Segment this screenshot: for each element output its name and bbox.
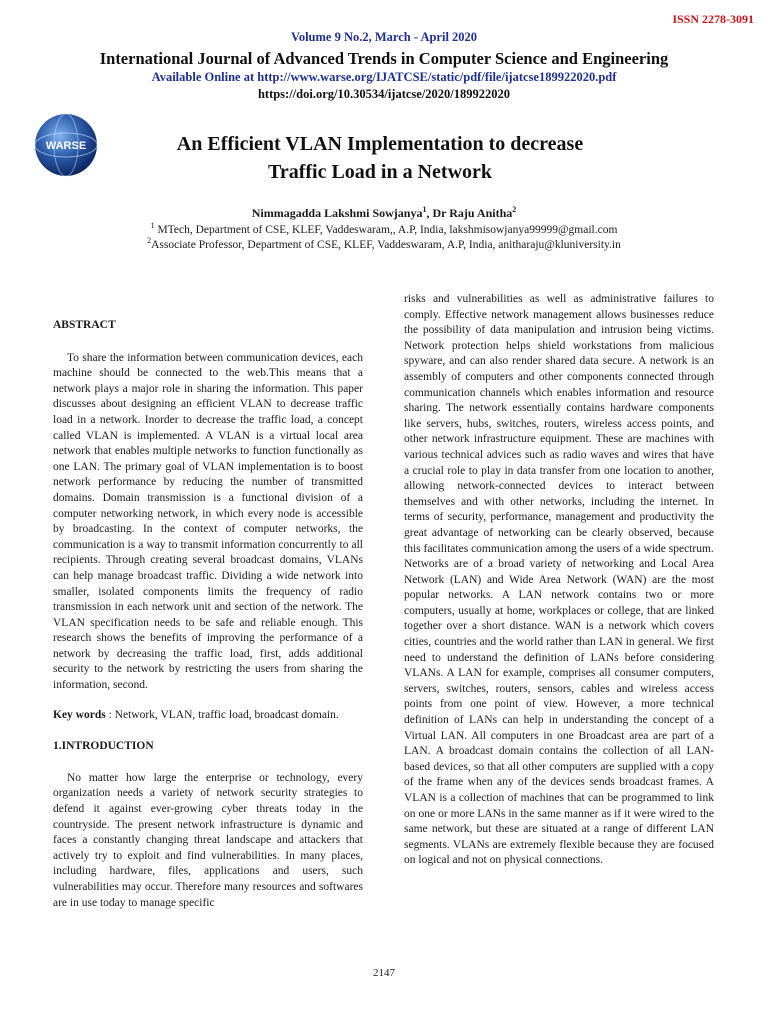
right-column xyxy=(404,292,714,869)
paper-title xyxy=(80,130,680,186)
affiliation-2-text: Associate Professor, Department of CSE, KLEF, Vaddeswaram, A.P, India, anitharaju@kluniversity.in xyxy=(151,238,621,251)
keywords xyxy=(53,708,363,724)
volume-info: Volume 9 No.2, March - April 2020 xyxy=(290,30,478,44)
issn-label: ISSN 2278-3091 xyxy=(672,12,754,26)
logo-text: WARSE xyxy=(45,140,87,152)
affiliation-1 xyxy=(0,221,768,236)
journal-title: International Journal of Advanced Trends in Computer Science and Engineering xyxy=(99,49,669,68)
author-2: Dr Raju Anitha xyxy=(432,206,513,220)
right-paragraph-1: risks and vulnerabilities as well as administrative failures to comply. Effective network management allows businesses reduce the possibility of data manipulation and intrusion being victims. Network protection helps shield workstations from malicious spyware, and can also render shared data secure. A network is an assembly of computers and other components connected through communication channels which enables information and resource sharing. The network essentially contains hardware components like servers, hubs, switches, routers, wireless access points, and other network infrastructure equipment. These are machines with various technical advices such as radio waves and wires that have a crucial role to play in data transfer from one location to another, allowing network-connected devices to interact between themselves and with other networks, including the internet. In terms of security, performance, management and productivity the great advantage of networking can be clearly observed, because this facilitates communication among the users of a wide spectrum. xyxy=(404,293,714,555)
author-1: Nimmagadda Lakshmi Sowjanya xyxy=(251,206,423,220)
introduction-heading: 1.INTRODUCTION xyxy=(53,740,154,753)
author-separator: , xyxy=(426,206,433,220)
left-column xyxy=(53,318,363,911)
available-online-link[interactable]: Available Online at http://www.warse.org/IJATCSE/static/pdf/file/ijatcse189922020.pdf xyxy=(151,70,617,84)
author-line xyxy=(0,205,768,221)
keywords-label: Key words xyxy=(53,708,106,721)
doi-link[interactable]: https://doi.org/10.30534/ijatcse/2020/189922020 xyxy=(257,87,511,101)
page-number: 2147 xyxy=(373,967,395,979)
affiliation-1-sup: 1 xyxy=(150,221,155,230)
affiliation-1-text: MTech, Department of CSE, KLEF, Vaddeswaram,, A.P, India, lakshmisowjanya99999@gmail.com xyxy=(154,223,618,236)
introduction-text: No matter how large the enterprise or technology, every organization needs a variety of network security strategies to defend it against ever-growing cyber threats today in the countryside. The present network infrastructure is dynamic and faces a constantly changing threat landscape and attackers that actively try to exploit and find vulnerabilities. In many places, including hardware, files, applications and users, such vulnerabilities may occur. Therefore many resources and softwares are in use today to manage specific xyxy=(53,771,363,909)
affiliation-2 xyxy=(0,236,768,251)
affiliation-2-sup: 2 xyxy=(147,236,152,245)
paper-title-line1: An Efficient VLAN Implementation to decrease xyxy=(176,133,584,155)
abstract-text: To share the information between communication devices, each machine should be connected to the web.This means that a network plays a major role in sharing the information. This paper discusses about designing an efficient VLAN to decrease traffic load in a network. Inorder to decrease the traffic load, a concept called VLAN is implemented. A VLAN is a virtual local area network that enables multiple networks to function functionally as one LAN. The primary goal of VLAN implementation is to boost network performance by reducing the number of transmitted domains. Domain transmission is a functional division of a computer networking network, in which every node is accessible by broadcasting. In the context of computer networks, the communication is a way to transmit information concurrently to all recipients. Through creating several broadcast domains, VLANs can help manage broadcast traffic. Dividing a wide network into smaller, isolated components limits the frequency of radio transmission in each network unit and section of the network. The VLAN specification needs to be safe and reliable enough. This research shows the benefits of improving the performance of a network by decreasing the traffic load, first, adds additional security to the network by restricting the users from sharing the information, second. xyxy=(53,351,363,692)
keywords-text: : Network, VLAN, traffic load, broadcast domain. xyxy=(105,708,339,721)
author-1-sup: 1 xyxy=(422,205,427,214)
abstract-heading: ABSTRACT xyxy=(53,319,116,331)
author-2-sup: 2 xyxy=(512,205,517,214)
right-paragraph-2: Networks are of a broad variety of networking and Local Area Network (LAN) and Wide Area Network (WAN) are the most popular networks. A LAN network contains two or more computers, usually at home, workplaces or college, that are linked together over a short distance. WAN is a network which covers cities, countries and the world rather than LAN in general. We first need to understand the definition of LANs before considering VLANs. A LAN for example, comprises all consumer computers, servers, switches, routers, sensors, cables and wireless access points from one point of view. However, a more technical definition of LANs can help in understanding the concept of a Virtual LAN. All computers in one Broadcast area are part of a LAN. A broadcast domain contains the collection of all LAN-based devices, so that all other computers are supplied with a copy of the frame when any of the devices sends broadcast frames. A VLAN is a collection of machines that can be programmed to link on one or more LANs in the same manner as if it were wired to the same network, but these are situated at a range of different LAN segments. VLANs are extremely flexible because they are focused on logical and not on physical connections. xyxy=(404,558,714,867)
paper-title-line2: Traffic Load in a Network xyxy=(267,161,493,183)
